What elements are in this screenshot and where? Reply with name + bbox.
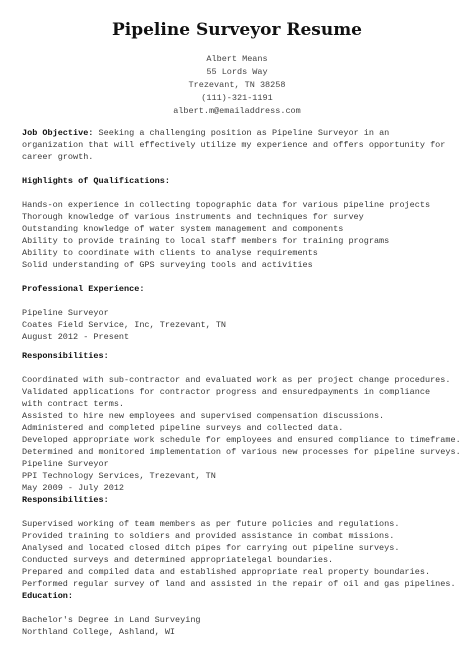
list-item: Validated applications for contractor progress and ensuredpayments in compliance with contract terms. <box>22 387 431 409</box>
list-item: Assisted to hire new employees and supervised compensation discussions. <box>22 411 385 421</box>
job-2-responsibilities <box>22 518 456 590</box>
list-item: Prepared and compiled data and established appropriate real property boundaries. <box>22 567 431 577</box>
list-item: Conducted surveys and determined appropriatelegal boundaries. <box>22 555 334 565</box>
list-item: Performed regular survey of land and assisted in the repair of oil and gas pipelines. <box>22 579 456 589</box>
highlights-list <box>22 199 452 271</box>
list-item: Thorough knowledge of various instruments and techniques for survey <box>22 212 364 222</box>
highlights-heading: Highlights of Qualifications: <box>22 176 170 186</box>
job-company: Coates Field Service, Inc, Trezevant, TN <box>22 320 227 330</box>
list-item: Solid understanding of GPS surveying tools and activities <box>22 260 313 270</box>
contact-email: albert.m@emailaddress.com <box>173 106 301 116</box>
education-school: Northland College, Ashland, WI <box>22 627 176 637</box>
job-objective <box>22 127 452 163</box>
page-title: Pipeline Surveyor Resume <box>111 20 362 40</box>
experience-heading: Professional Experience: <box>22 284 145 294</box>
list-item: Developed appropriate work schedule for employees and ensured compliance to timeframe. <box>22 435 461 445</box>
contact-street: 55 Lords Way <box>206 67 268 77</box>
contact-block <box>22 53 452 118</box>
list-item: Supervised working of team members as per future policies and regulations. <box>22 519 400 529</box>
job-title: Pipeline Surveyor <box>22 459 109 469</box>
list-item: Administered and completed pipeline surveys and collected data. <box>22 423 344 433</box>
list-item: Analysed and located closed ditch pipes for carrying out pipeline surveys. <box>22 543 400 553</box>
job-2 <box>22 458 452 494</box>
contact-phone: (111)-321-1191 <box>201 93 273 103</box>
education-heading: Education: <box>22 591 74 601</box>
job-1-responsibilities <box>22 374 461 458</box>
list-item: Ability to coordinate with clients to analyse requirements <box>22 248 318 258</box>
list-item: Coordinated with sub-contractor and evaluated work as per project change procedures. <box>22 375 451 385</box>
list-item: Outstanding knowledge of water system management and components <box>22 224 344 234</box>
contact-city: Trezevant, TN 38258 <box>188 80 286 90</box>
list-item: Ability to provide training to local staff members for training programs <box>22 236 390 246</box>
education-degree: Bachelor's Degree in Land Surveying <box>22 615 201 625</box>
job-dates: May 2009 - July 2012 <box>22 483 125 493</box>
responsibilities-heading: Responsibilities: <box>22 351 109 361</box>
education-block <box>22 614 452 638</box>
list-item: Provided training to soldiers and provided assistance in combat missions. <box>22 531 395 541</box>
job-company: PPI Technology Services, Trezevant, TN <box>22 471 216 481</box>
objective-text: Seeking a challenging position as Pipeline Surveyor in an organization that will effectively utilize my experience and offers opportunity for career growth. <box>22 128 446 162</box>
contact-name: Albert Means <box>206 54 268 64</box>
job-1 <box>22 307 452 343</box>
job-dates: August 2012 - Present <box>22 332 130 342</box>
job-title: Pipeline Surveyor <box>22 308 109 318</box>
list-item: Determined and monitored implementation of various new processes for pipeline surveys. <box>22 447 461 457</box>
responsibilities-heading: Responsibilities: <box>22 495 109 505</box>
objective-label: Job Objective: <box>22 128 94 138</box>
list-item: Hands-on experience in collecting topographic data for various pipeline projects <box>22 200 431 210</box>
